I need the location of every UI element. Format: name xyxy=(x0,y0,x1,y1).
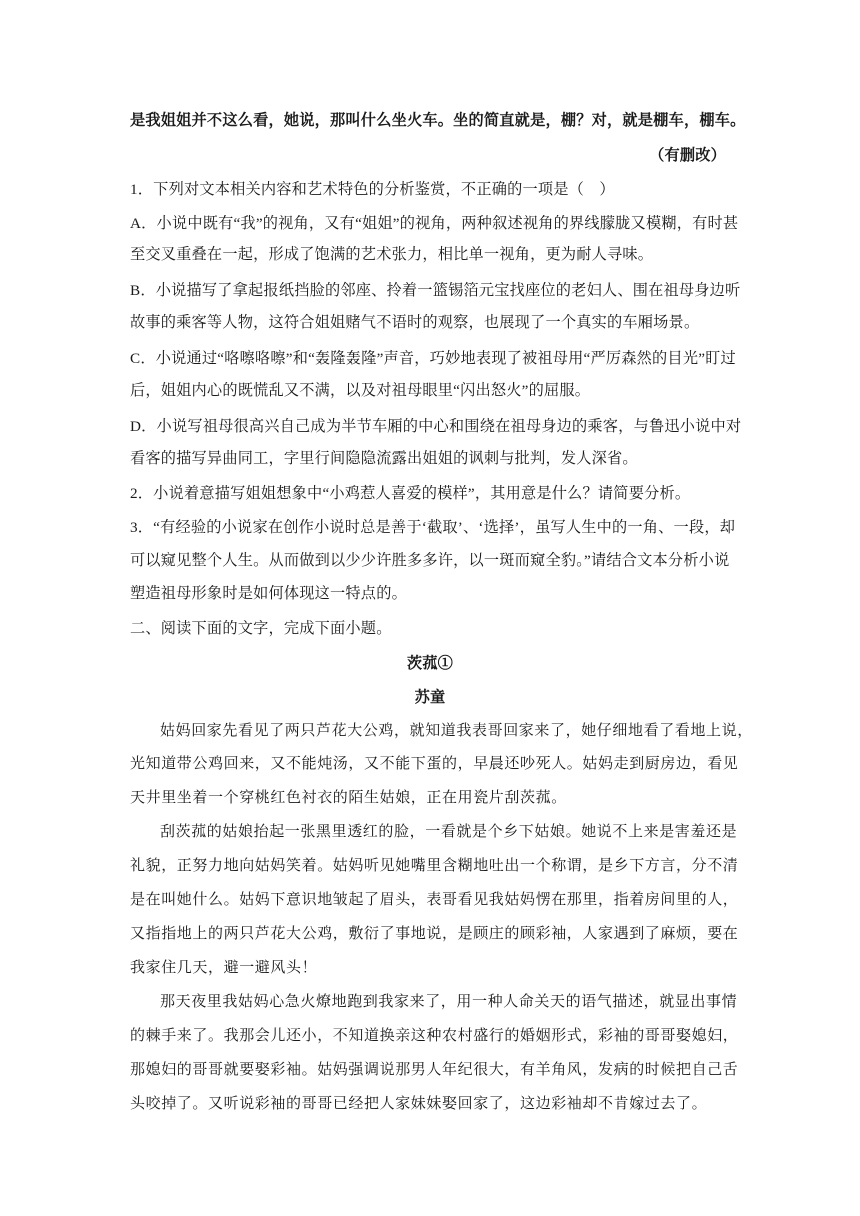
question-3-line-1: 3．“有经验的小说家在创作小说时总是善于‘截取’、‘选择’，虽写人生中的一角、一段，却 xyxy=(130,519,736,536)
revision-note: （有删改） xyxy=(649,146,726,164)
paragraph-2-line-5: 我家住几天，避一避风头！ xyxy=(130,958,318,976)
question-3-line-3: 塑造祖母形象时是如何体现这一特点的。 xyxy=(130,585,407,602)
story-title: 茨菰① xyxy=(406,654,454,672)
paragraph-3-line-1: 那天夜里我姑妈心急火燎地跑到我家来了，用一种人命关天的语气描述，就显出事情 xyxy=(160,992,738,1010)
question-1-stem: 1．下列对文本相关内容和艺术特色的分析鉴赏，不正确的一项是（ ） xyxy=(130,181,615,198)
paragraph-1-line-2: 光知道带公鸡回来，又不能炖汤，又不能下蛋的，早晨还吵死人。姑妈走到厨房边，看见 xyxy=(130,754,739,772)
section-2-heading: 二、阅读下面的文字，完成下面小题。 xyxy=(130,620,392,637)
paragraph-3-line-4: 头咬掉了。又听说彩袖的哥哥已经把人家妹妹娶回家了，这边彩袖却不肯嫁过去了。 xyxy=(130,1094,708,1112)
paragraph-1-line-1: 姑妈回家先看见了两只芦花大公鸡，就知道我表哥回家来了，她仔细地看了看地上说， xyxy=(160,721,753,739)
question-3-line-2: 可以窥见整个人生。从而做到以少少许胜多多许，以一斑而窥全豹。”请结合文本分析小说 xyxy=(130,552,730,569)
option-a-line-1: A．小说中既有“我”的视角，又有“姐姐”的视角，两种叙述视角的界线朦胧又模糊，有时甚 xyxy=(130,215,739,232)
paragraph-2-line-1: 刮茨菰的姑娘抬起一张黑里透红的脸，一看就是个乡下姑娘。她说不上来是害羞还是 xyxy=(160,822,738,840)
story-author: 苏童 xyxy=(414,688,446,706)
question-2: 2．小说着意描写姐姐想象中“小鸡惹人喜爱的模样”，其用意是什么？请简要分析。 xyxy=(130,485,691,502)
option-d-line-1: D．小说写祖母很高兴自己成为半节车厢的中心和围绕在祖母身边的乘客，与鲁迅小说中对 xyxy=(130,418,742,435)
option-b-line-1: B．小说描写了拿起报纸挡脸的邻座、拎着一篮锡箔元宝找座位的老妇人、围在祖母身边听 xyxy=(130,282,741,299)
paragraph-3-line-2: 的棘手来了。我那会儿还小，不知道换亲这种农村盛行的婚姻形式，彩袖的哥哥娶媳妇， xyxy=(130,1026,739,1044)
option-c-line-1: C．小说通过“咯嚓咯嚓”和“轰隆轰隆”声音，巧妙地表现了被祖母用“严厉森然的目光”盯过 xyxy=(130,350,736,367)
continuation-line: 是我姐姐并不这么看，她说，那叫什么坐火车。坐的简直就是，棚？对，就是棚车，棚车。 xyxy=(130,111,746,129)
option-a-line-2: 至交叉重叠在一起，形成了饱满的艺术张力，相比单一视角，更为耐人寻味。 xyxy=(130,246,654,263)
option-c-line-2: 后，姐姐内心的既慌乱又不满，以及对祖母眼里“闪出怒火”的屈服。 xyxy=(130,382,591,399)
option-b-line-2: 故事的乘客等人物，这符合姐姐赌气不语时的观察，也展现了一个真实的车厢场景。 xyxy=(130,314,700,331)
paragraph-2-line-2: 礼貌，正努力地向姑妈笑着。姑妈听见她嘴里含糊地吐出一个称谓，是乡下方言，分不清 xyxy=(130,856,739,874)
paragraph-1-line-3: 天井里坐着一个穿桃红色衬衣的陌生姑娘，正在用瓷片刮茨菰。 xyxy=(130,788,567,806)
paragraph-3-line-3: 那媳妇的哥哥就要娶彩袖。姑妈强调说那男人年纪很大，有羊角风，发病的时候把自己舌 xyxy=(130,1060,739,1078)
paragraph-2-line-4: 又指指地上的两只芦花大公鸡，敷衍了事地说，是顾庄的顾彩袖，人家遇到了麻烦，要在 xyxy=(130,924,739,942)
paragraph-2-line-3: 是在叫她什么。姑妈下意识地皱起了眉头，表哥看见我姑妈愣在那里，指着房间里的人， xyxy=(130,890,739,908)
option-d-line-2: 看客的描写异曲同工，字里行间隐隐流露出姐姐的讽刺与批判，发人深省。 xyxy=(130,450,638,467)
